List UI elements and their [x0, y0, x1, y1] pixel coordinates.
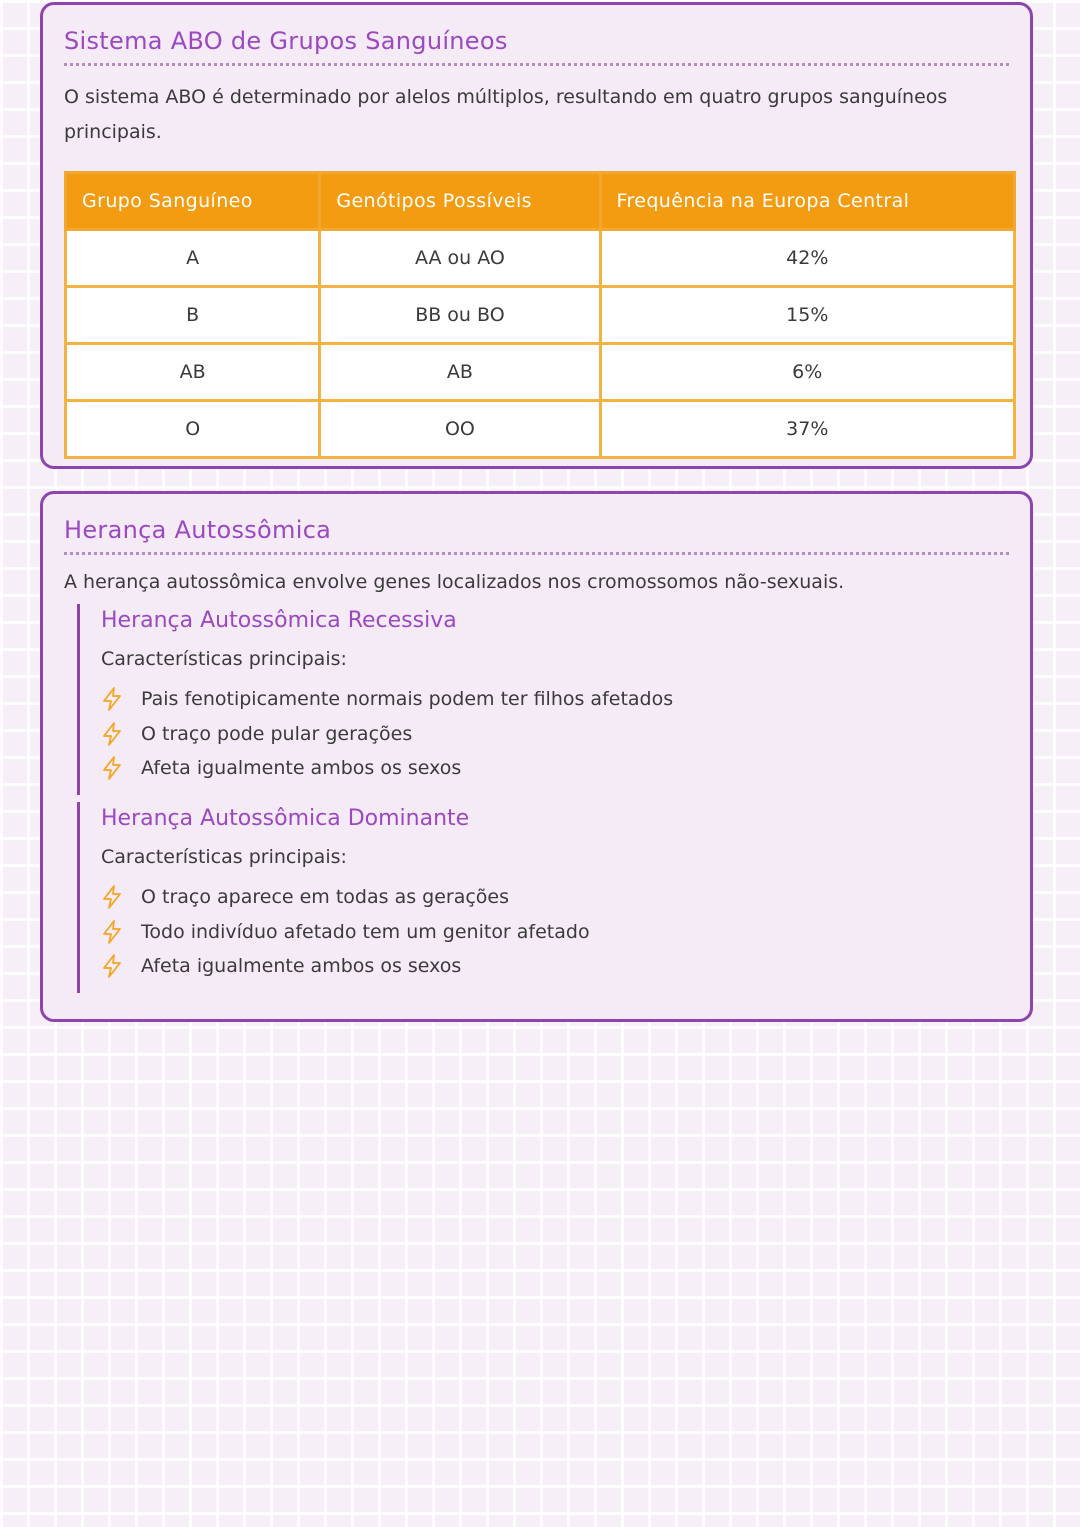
cell-genotypes: OO: [320, 401, 600, 458]
header-genotypes: Genótipos Possíveis: [320, 173, 600, 230]
list-item-text: Afeta igualmente ambos os sexos: [141, 955, 462, 977]
abo-section-card: [40, 2, 1033, 469]
list-item-text: Pais fenotipicamente normais podem ter filhos afetados: [141, 688, 674, 710]
autosomal-section-intro: A herança autossômica envolve genes localizados nos cromossomos não-sexuais.: [64, 571, 845, 593]
cell-genotypes: AB: [320, 344, 600, 401]
cell-frequency: 42%: [600, 230, 1014, 287]
list-item-text: Afeta igualmente ambos os sexos: [141, 757, 462, 779]
list-item: [101, 682, 977, 717]
dominant-characteristics-label: Características principais:: [101, 846, 347, 868]
autosomal-section-card: [40, 491, 1033, 1022]
cell-genotypes: BB ou BO: [320, 287, 600, 344]
list-item: [101, 915, 977, 950]
list-item-text: Todo indivíduo afetado tem um genitor afetado: [141, 920, 590, 943]
list-item: [101, 949, 977, 984]
autosomal-section-title: Herança Autossômica: [64, 512, 1009, 555]
list-item: [101, 751, 977, 786]
cell-frequency: 6%: [600, 344, 1014, 401]
cell-genotypes: AA ou AO: [320, 230, 600, 287]
dominant-subsection: [77, 802, 977, 993]
recessive-characteristics-list: [101, 682, 977, 786]
recessive-subsection-title: Herança Autossômica Recessiva: [101, 608, 457, 633]
header-blood-group: Grupo Sanguíneo: [66, 173, 320, 230]
table-row: [66, 230, 1015, 287]
lightning-bolt-icon: [101, 920, 123, 944]
abo-section-title: Sistema ABO de Grupos Sanguíneos: [64, 23, 1009, 66]
cell-frequency: 15%: [600, 287, 1014, 344]
table-row: [66, 401, 1015, 458]
table-row: [66, 287, 1015, 344]
abo-table: [64, 171, 1016, 459]
abo-table-header-row: [66, 173, 1015, 230]
lightning-bolt-icon: [101, 722, 123, 746]
cell-blood-group: A: [66, 230, 320, 287]
abo-section-intro: O sistema ABO é determinado por alelos múltiplos, resultando em quatro grupos sanguíneos principais.: [64, 86, 948, 143]
cell-blood-group: O: [66, 401, 320, 458]
lightning-bolt-icon: [101, 687, 123, 711]
lightning-bolt-icon: [101, 756, 123, 780]
header-frequency: Frequência na Europa Central: [600, 173, 1014, 230]
table-row: [66, 344, 1015, 401]
list-item-text: O traço pode pular gerações: [141, 722, 413, 745]
dominant-characteristics-list: [101, 880, 977, 984]
lightning-bolt-icon: [101, 954, 123, 978]
lightning-bolt-icon: [101, 885, 123, 909]
recessive-characteristics-label: Características principais:: [101, 648, 347, 670]
list-item-text: O traço aparece em todas as gerações: [141, 886, 510, 908]
dominant-subsection-title: Herança Autossômica Dominante: [101, 806, 470, 831]
cell-blood-group: AB: [66, 344, 320, 401]
cell-frequency: 37%: [600, 401, 1014, 458]
list-item: [101, 717, 977, 752]
cell-blood-group: B: [66, 287, 320, 344]
recessive-subsection: [77, 604, 977, 795]
list-item: [101, 880, 977, 915]
